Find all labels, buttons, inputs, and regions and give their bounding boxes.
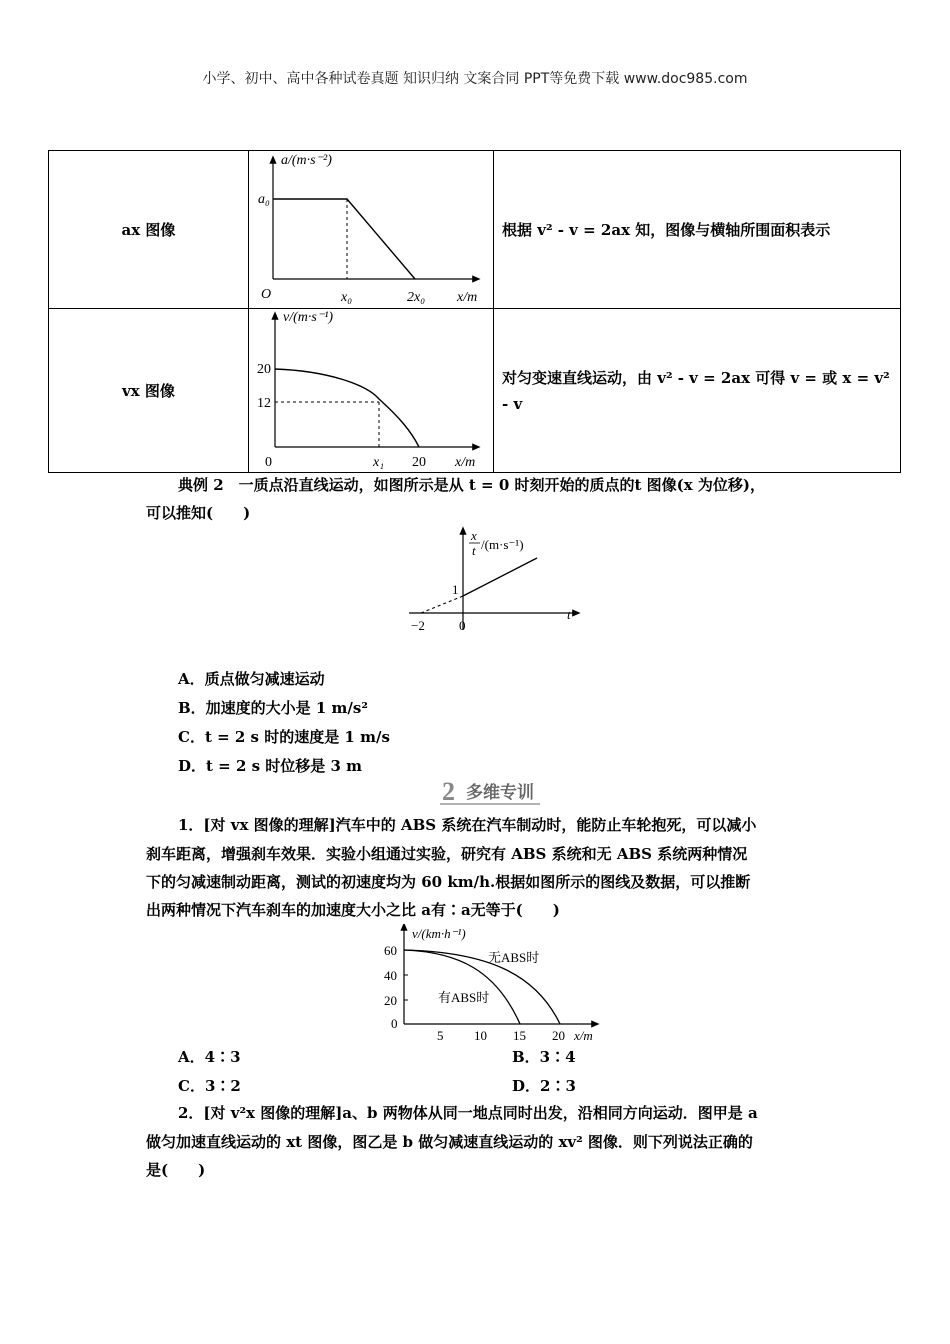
x-tick: −2 bbox=[411, 618, 425, 633]
dashed-extension bbox=[421, 596, 463, 613]
vx-curve bbox=[275, 369, 419, 447]
q1-line: 1．[对 vx 图像的理解]汽车中的 ABS 系统在汽车制动时，能防止车轮抱死，可以减小 bbox=[178, 816, 757, 834]
example2-title: 典例 2 一质点沿直线运动，如图所示是从 t = 0 时刻开始的质点的t 图像(x 为位移)， bbox=[178, 476, 765, 494]
page-header: 小学、初中、高中各种试卷真题 知识归纳 文案合同 PPT等免费下载 www.doc985.com bbox=[202, 71, 748, 87]
q1-line: 下的匀减速制动距离，测试的初速度均为 60 km/h.根据如图所示的图线及数据，可以推断 bbox=[146, 873, 751, 891]
y-tick: 20 bbox=[384, 993, 397, 1008]
x-axis-label: x/m bbox=[457, 290, 478, 305]
row-description: 根据 v² - v = 2ax 知，图像与横轴所围面积表示 bbox=[494, 151, 901, 309]
x-tick: 5 bbox=[437, 1028, 444, 1042]
x-tick: 20 bbox=[412, 455, 426, 470]
x-tick: x₁ bbox=[373, 455, 385, 470]
option-a: A．4∶3 bbox=[178, 1048, 241, 1066]
option-d: D．t = 2 s 时位移是 3 m bbox=[178, 757, 363, 775]
q2-line: 2．[对 v²x 图像的理解]a、b 两物体从同一地点同时出发，沿相同方向运动．图甲是 a bbox=[178, 1104, 758, 1122]
origin-label: 0 bbox=[265, 455, 272, 470]
row-description: 对匀变速直线运动，由 v² - v = 2ax 可得 v = 或 x = v² - v bbox=[494, 309, 901, 473]
abs-graph bbox=[378, 924, 602, 1042]
example2-title-cont: 可以推知( ) bbox=[146, 504, 251, 522]
section-title: 多维专训 bbox=[466, 783, 534, 802]
x-tick: x₀ bbox=[341, 290, 353, 305]
y-label-denominator: t bbox=[472, 543, 476, 558]
y-axis-label: a/(m·s⁻²) bbox=[281, 153, 332, 168]
table-row bbox=[49, 309, 901, 473]
label-without-abs: 无ABS时 bbox=[488, 950, 540, 965]
origin-label: O bbox=[261, 287, 272, 302]
xt-line bbox=[463, 558, 537, 596]
y-label-numerator: x bbox=[471, 528, 477, 543]
y-tick: 20 bbox=[257, 362, 271, 377]
y-label-unit: /(m·s⁻¹) bbox=[481, 537, 524, 552]
option-b: B．3∶4 bbox=[512, 1048, 576, 1066]
x-tick: 10 bbox=[474, 1028, 487, 1042]
x-axis-label: t bbox=[567, 607, 571, 622]
example2-graph bbox=[405, 526, 585, 638]
option-b: B．加速度的大小是 1 m/s² bbox=[178, 699, 368, 717]
ax-line bbox=[273, 199, 415, 279]
option-c: C．3∶2 bbox=[178, 1077, 241, 1095]
q2-line: 是( ) bbox=[146, 1161, 206, 1179]
section-number: 2 bbox=[442, 777, 455, 806]
x-tick: 15 bbox=[513, 1028, 526, 1042]
y-axis-label: v/(m·s⁻¹) bbox=[283, 310, 334, 325]
y-tick: 40 bbox=[384, 968, 397, 983]
y-axis-label: v/(km·h⁻¹) bbox=[412, 926, 466, 941]
section-heading bbox=[440, 776, 544, 806]
table-row bbox=[49, 151, 901, 309]
option-c: C．t = 2 s 时的速度是 1 m/s bbox=[178, 728, 390, 746]
q2-line: 做匀加速直线运动的 xt 图像，图乙是 b 做匀减速直线运动的 xv² 图像．则下列说法正确的 bbox=[146, 1133, 753, 1151]
y-tick: 12 bbox=[257, 396, 271, 411]
vx-graph bbox=[249, 309, 493, 472]
x-axis-label: x/m bbox=[455, 455, 476, 470]
row-label: ax 图像 bbox=[49, 151, 249, 309]
q1-line: 出两种情况下汽车刹车的加速度大小之比 a有∶a无等于( ) bbox=[146, 901, 560, 919]
vx-graph-cell bbox=[249, 309, 494, 473]
row-label: vx 图像 bbox=[49, 309, 249, 473]
y-tick: 1 bbox=[452, 582, 459, 597]
y-tick: a₀ bbox=[258, 192, 270, 207]
y-tick: 0 bbox=[391, 1016, 398, 1031]
ax-graph-cell bbox=[249, 151, 494, 309]
x-tick: 2x₀ bbox=[407, 290, 426, 305]
graph-table bbox=[48, 150, 901, 473]
x-tick: 0 bbox=[459, 618, 466, 633]
y-tick: 60 bbox=[384, 943, 397, 958]
option-d: D．2∶3 bbox=[512, 1077, 576, 1095]
label-with-abs: 有ABS时 bbox=[438, 990, 490, 1005]
q1-line: 刹车距离，增强刹车效果．实验小组通过实验，研究有 ABS 系统和无 ABS 系统两种情况 bbox=[146, 845, 748, 863]
x-axis-label: x/m bbox=[574, 1028, 593, 1042]
option-a: A．质点做匀减速运动 bbox=[178, 670, 325, 688]
x-tick: 20 bbox=[552, 1028, 565, 1042]
ax-graph bbox=[249, 151, 493, 308]
